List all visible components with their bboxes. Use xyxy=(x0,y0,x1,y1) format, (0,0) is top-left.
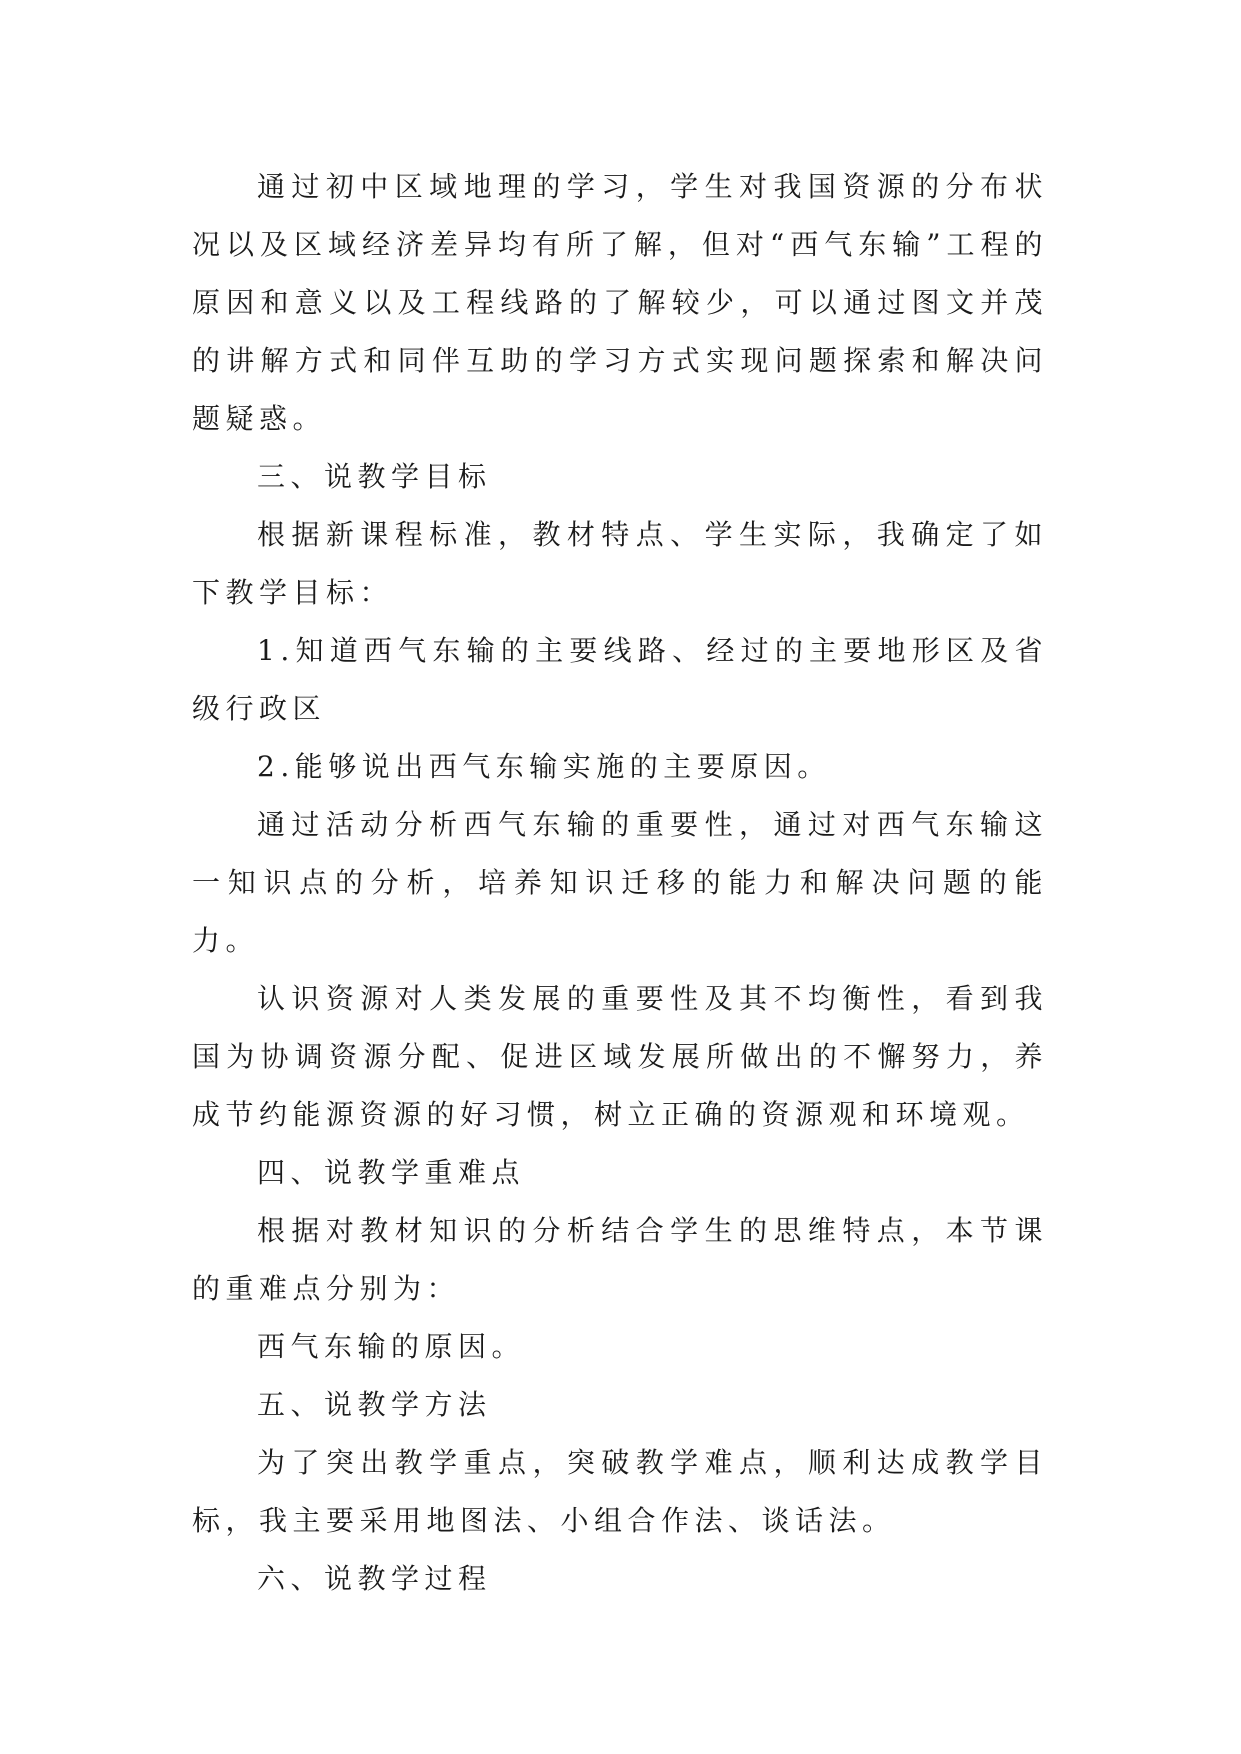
section-heading-6: 六、说教学过程 xyxy=(257,1562,492,1595)
objectives-intro: 根据新课程标准，教材特点、学生实际，我确定了如下教学目标： xyxy=(192,518,1048,609)
section-heading-4: 四、说教学重难点 xyxy=(257,1156,526,1189)
methods-paragraph: 为了突出教学重点，突破教学难点，顺利达成教学目标，我主要采用地图法、小组合作法、谈话法。 xyxy=(192,1446,1048,1537)
objective-process: 通过活动分析西气东输的重要性，通过对西气东输这一知识点的分析，培养知识迁移的能力和解决问题的能力。 xyxy=(192,808,1048,957)
document-page xyxy=(192,158,1048,1608)
objective-1: 1.知道西气东输的主要线路、经过的主要地形区及省级行政区 xyxy=(192,634,1048,725)
section-heading-5: 五、说教学方法 xyxy=(257,1388,492,1421)
intro-paragraph: 通过初中区域地理的学习，学生对我国资源的分布状况以及区域经济差异均有所了解，但对“西气东输”工程的原因和意义以及工程线路的了解较少，可以通过图文并茂的讲解方式和同伴互助的学习方式实现问题探索和解决问题疑惑。 xyxy=(192,170,1048,435)
key-points-intro: 根据对教材知识的分析结合学生的思维特点，本节课的重难点分别为： xyxy=(192,1214,1048,1305)
objective-attitude: 认识资源对人类发展的重要性及其不均衡性，看到我国为协调资源分配、促进区域发展所做出的不懈努力，养成节约能源资源的好习惯，树立正确的资源观和环境观。 xyxy=(192,982,1048,1131)
key-point-1: 西气东输的原因。 xyxy=(257,1330,526,1363)
objective-2: 2.能够说出西气东输实施的主要原因。 xyxy=(257,750,831,783)
section-heading-3: 三、说教学目标 xyxy=(257,460,492,493)
